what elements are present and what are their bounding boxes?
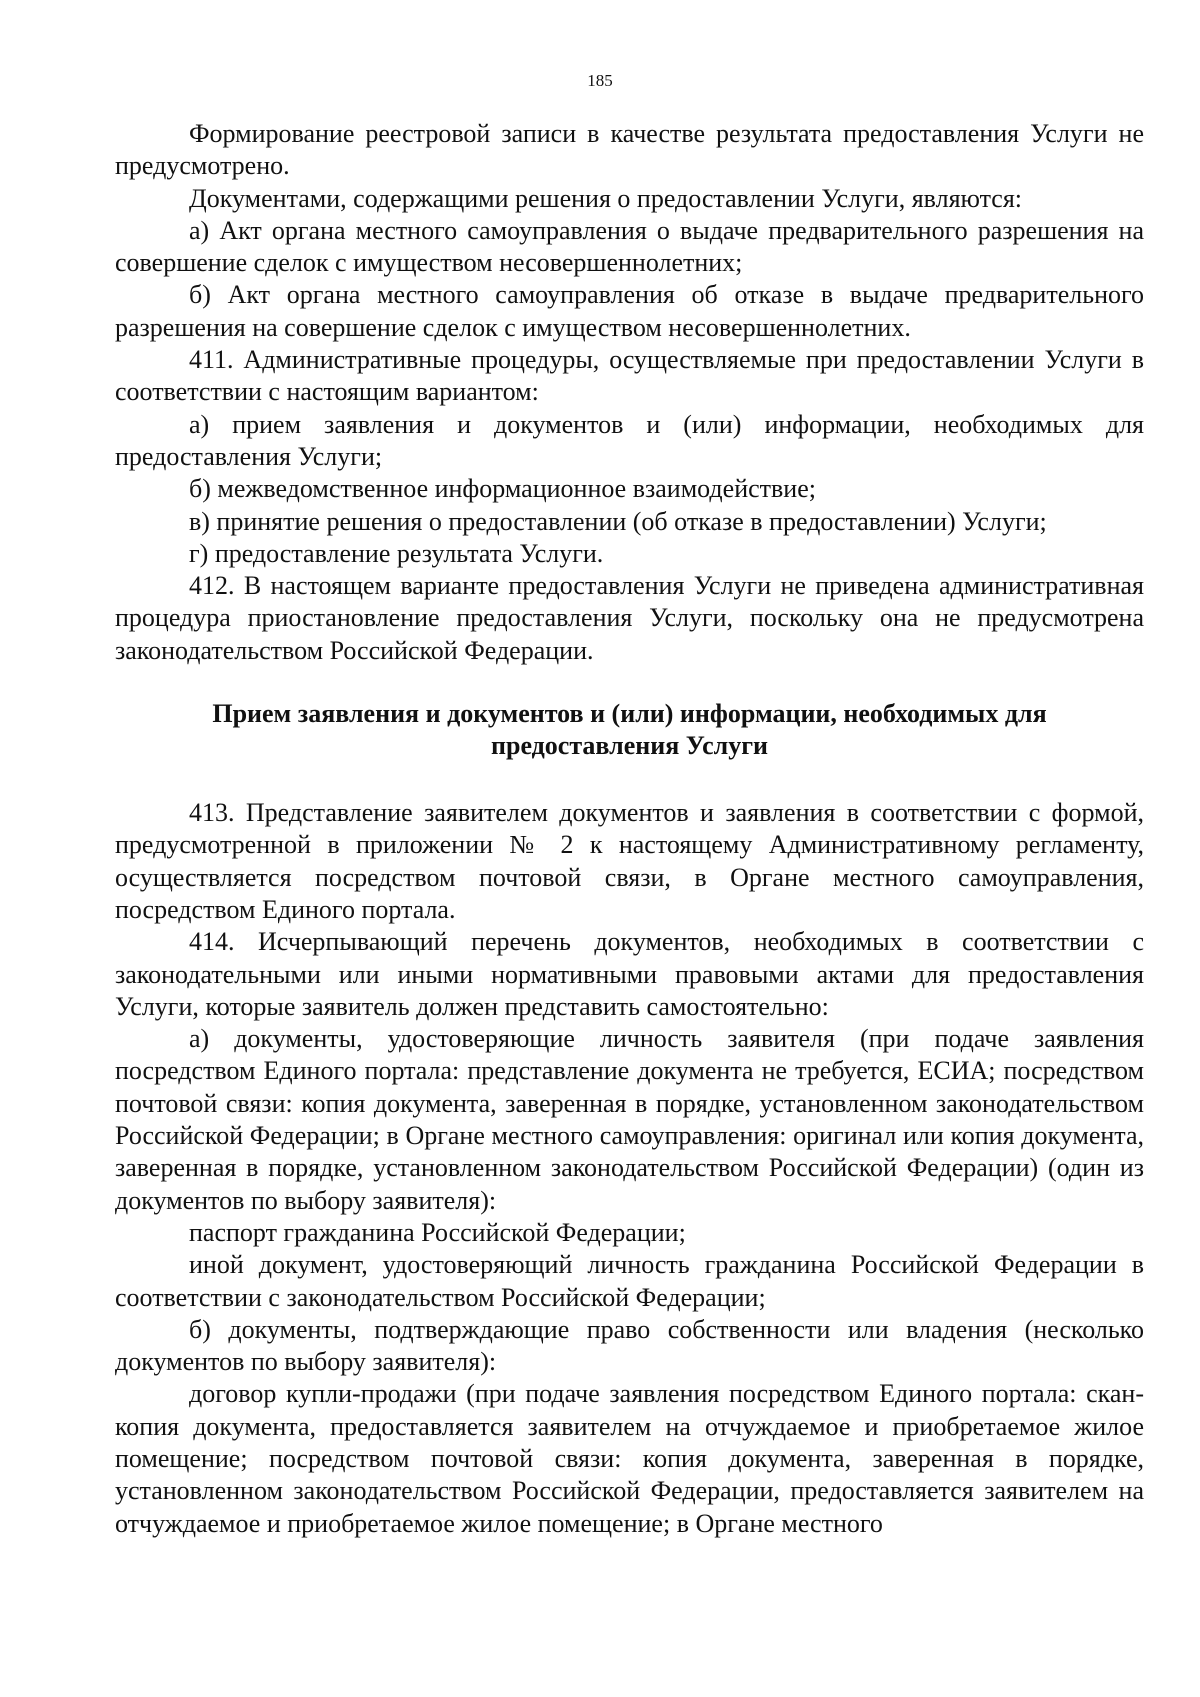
page-number: 185 [587,71,613,90]
paragraph-411-a: а) прием заявления и документов и (или) информации, необходимых для предоставления Услуги; [115,409,1144,471]
paragraph-413: 413. Представление заявителем документов и заявления в соответствии с формой, предусмотренной в приложении № 2 к настоящему Административному регламенту, осуществляется посредством почтовой связи, в Органе местного самоуправления, посредством Единого портала. [115,798,1144,924]
paragraph-item-b-act-refusal: б) Акт органа местного самоуправления об отказе в выдаче предварительного разрешения на совершение сделок с имуществом несовершеннолетних. [115,280,1144,342]
paragraph-decision-documents: Документами, содержащими решения о предоставлении Услуги, являются: [189,183,1023,213]
paragraph-411-g: г) предоставление результата Услуги. [189,538,604,568]
document-body [115,118,1144,1540]
paragraph-other-id-document: иной документ, удостоверяющий личность гражданина Российской Федерации в соответствии с законодательством Российской Федерации; [115,1250,1144,1312]
paragraph-412: 412. В настоящем варианте предоставления Услуги не приведена административная процедура приостановление предоставления Услуги, поскольку она не предусмотрена законодательством Российской Федерации. [115,571,1144,665]
paragraph-414: 414. Исчерпывающий перечень документов, необходимых в соответствии с законодательными или иными нормативными правовыми актами для предоставления Услуги, которые заявитель должен представить самостоятельно: [115,927,1144,1021]
paragraph-passport: паспорт гражданина Российской Федерации; [189,1217,686,1247]
section-heading-line-1: Прием заявления и документов и (или) информации, необходимых для [212,699,1047,729]
paragraph-411-b: б) межведомственное информационное взаимодействие; [189,474,816,504]
paragraph-414-a: а) документы, удостоверяющие личность заявителя (при подаче заявления посредством Единого портала: представление документа не требуется, ЕСИА; посредством почтовой связи: копия документа, заверенная в порядке, установленном законодательством Российской Федерации; в Органе местного самоуправления: оригинал или копия документа, заверенная в порядке, установленном законодательством Российской Федерации) (один из документов по выбору заявителя): [115,1024,1144,1215]
section-heading-line-2: предоставления Услуги [491,731,768,761]
paragraph-sale-contract: договор купли-продажи (при подаче заявления посредством Единого портала: скан-копия документа, предоставляется заявителем на отчуждаемое и приобретаемое жилое помещение; посредством почтовой связи: копия документа, заверенная в порядке, установленном законодательством Российской Федерации, предоставляется заявителем на отчуждаемое и приобретаемое жилое помещение; в Органе местного [115,1379,1144,1538]
paragraph-result-registry: Формирование реестровой записи в качестве результата предоставления Услуги не предусмотрено. [115,119,1144,181]
section-heading [115,698,1144,762]
paragraph-414-b: б) документы, подтверждающие право собственности или владения (несколько документов по выбору заявителя): [115,1314,1144,1377]
paragraph-item-a-act-issue: а) Акт органа местного самоуправления о выдаче предварительного разрешения на совершение сделок с имуществом несовершеннолетних; [115,215,1144,278]
paragraph-411-v: в) принятие решения о предоставлении (об отказе в предоставлении) Услуги; [189,506,1047,536]
paragraph-411: 411. Административные процедуры, осуществляемые при предоставлении Услуги в соответствии с настоящим вариантом: [115,345,1144,407]
